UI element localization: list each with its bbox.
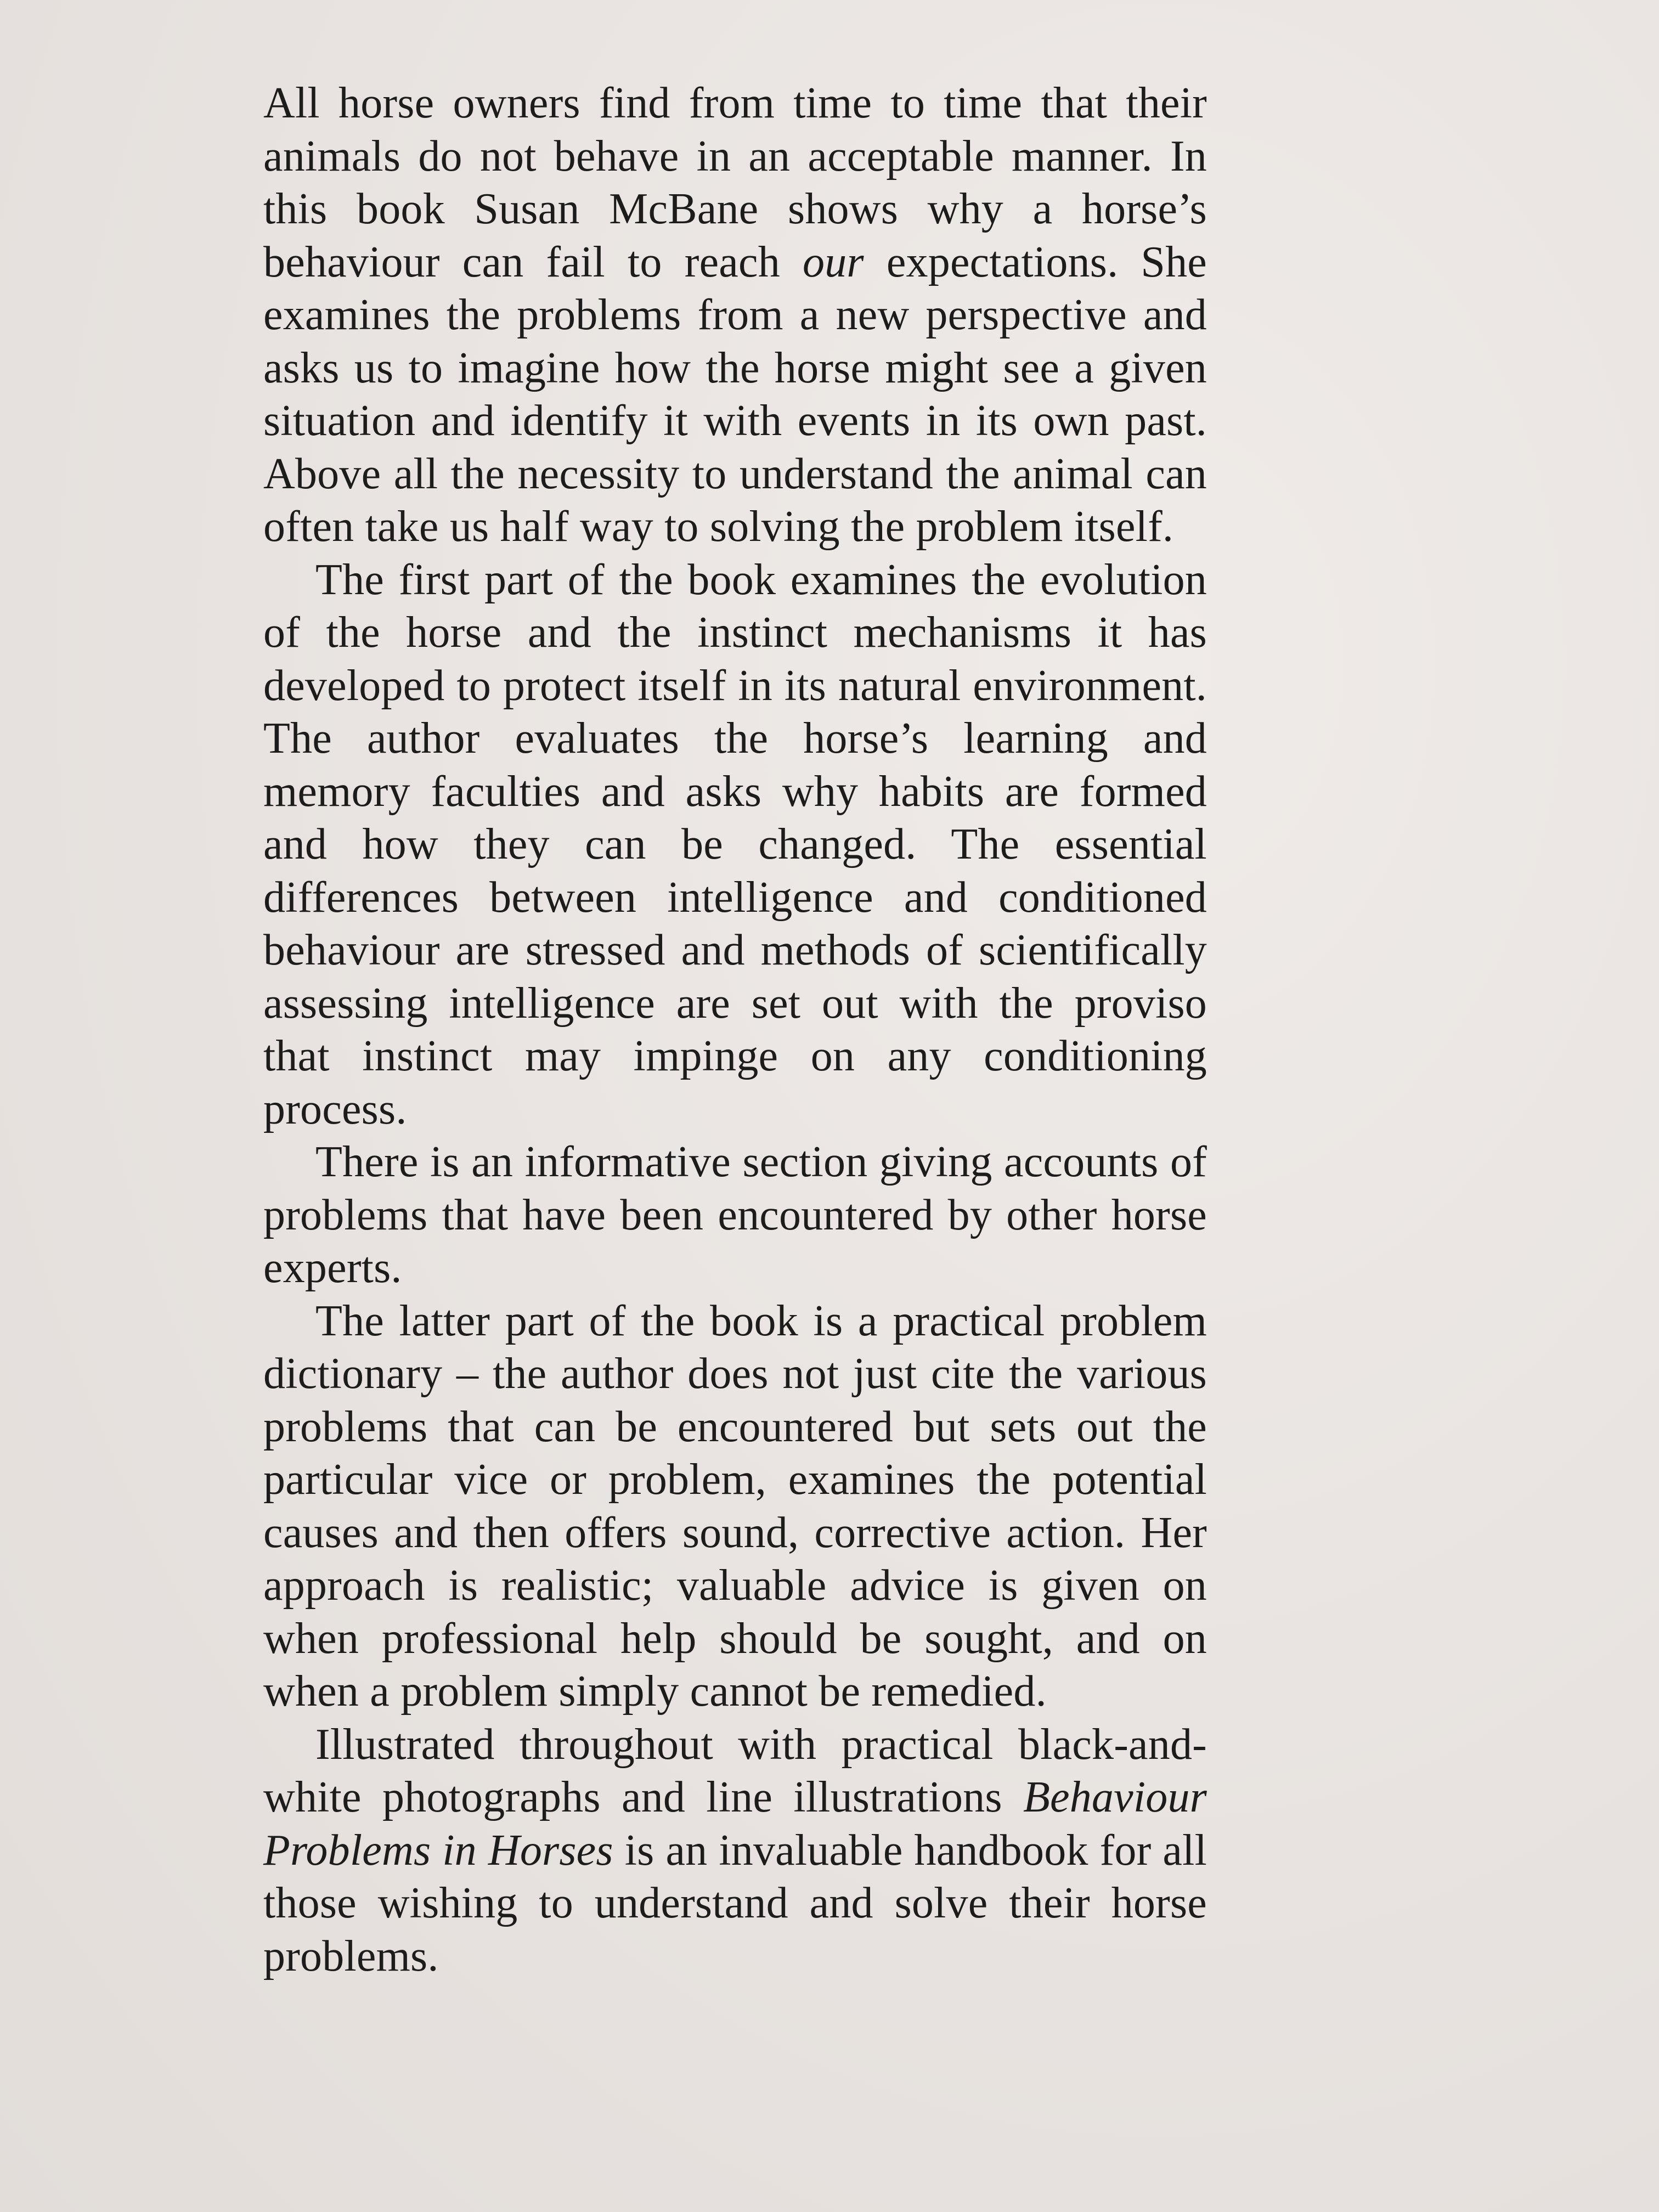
intro-text-end: expectations. She examines the problems from a new perspective and asks us to imagine how the horse might see a given situation and identify it with events in its own past. Above all the necessity to understand the animal can often take us half way to solving the problem itself. (263, 238, 1207, 551)
book-title: Behaviour Problems in Horses (263, 1773, 1207, 1875)
paragraph-expert-accounts: There is an informative section giving accounts of problems that have been encountered by other horse experts. (263, 1138, 1207, 1292)
paragraph-closing (263, 1718, 1207, 1983)
closing-text-start: Illustrated throughout with practical black-and-white photographs and line illustrations (263, 1720, 1207, 1821)
intro-emphasis-our: our (803, 238, 864, 286)
closing-text-end: is an invaluable handbook for all those wishing to understand and solve their horse problems. (263, 1826, 1207, 1980)
book-blurb (263, 77, 1207, 1983)
paragraph-evolution: The first part of the book examines the evolution of the horse and the instinct mechanisms it has developed to protect itself in its natural environment. The author evaluates the horse’s learning and memory faculties and asks why habits are formed and how they can be changed. The essential differences between intelligence and conditioned behaviour are stressed and methods of scientifically assessing intelligence are set out with the proviso that instinct may impinge on any conditioning process. (263, 555, 1207, 1133)
paragraph-problem-dictionary: The latter part of the book is a practical problem dictionary – the author does not just cite the various problems that can be encountered but sets out the particular vice or problem, examines the potential causes and then offers sound, corrective action. Her approach is realistic; valuable advice is given on when professional help should be sought, and on when a problem simply cannot be remedied. (263, 1296, 1207, 1716)
intro-text-start: All horse owners find from time to time that their animals do not behave in an acceptable manner. In this book Susan McBane shows why a horse’s behaviour can fail to reach (263, 79, 1207, 286)
paragraph-intro (263, 77, 1207, 554)
